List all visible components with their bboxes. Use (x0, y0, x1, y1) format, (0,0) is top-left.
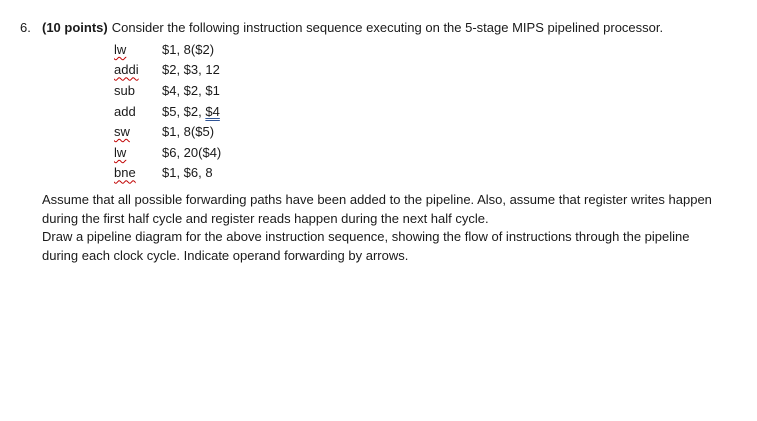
instruction-line (114, 163, 748, 184)
instruction-opcode: add (114, 103, 136, 119)
instruction-operands: $6, 20($4) (162, 144, 222, 160)
instruction-opcode: sw (114, 124, 130, 140)
instruction-opcode: sub (114, 82, 135, 98)
instruction-opcode: bne (114, 165, 136, 181)
instruction-opcode: lw (114, 144, 127, 160)
question-body (42, 191, 742, 265)
instruction-line (114, 80, 748, 101)
question-points: (10 points) (42, 20, 108, 35)
instruction-last-operand: $4 (205, 103, 220, 119)
question-header (20, 19, 748, 36)
question-number: 6. (20, 20, 31, 35)
body-line: during the first half cycle and register reads happen during the next half cycle. (42, 210, 489, 226)
instruction-sequence (114, 39, 748, 183)
instruction-operands: $5, $2, (162, 103, 206, 119)
instruction-opcode: addi (114, 62, 139, 78)
question-prompt: Consider the following instruction sequence executing on the 5-stage MIPS pipelined processor. (111, 20, 664, 35)
instruction-operands: $2, $3, 12 (162, 62, 220, 78)
instruction-operands: $1, 8($2) (162, 41, 215, 57)
body-line: Draw a pipeline diagram for the above instruction sequence, showing the flow of instructions through the pipeline (42, 229, 690, 245)
question-6 (20, 19, 748, 266)
instruction-operands: $1, 8($5) (162, 124, 215, 140)
instruction-operands: $1, $6, 8 (162, 165, 213, 181)
instruction-line (114, 60, 748, 81)
instruction-operands: $4, $2, $1 (162, 82, 220, 98)
instruction-line (114, 121, 748, 142)
body-line: during each clock cycle. Indicate operand forwarding by arrows. (42, 247, 409, 263)
instruction-line (114, 39, 748, 60)
instruction-line (114, 101, 748, 122)
instruction-opcode: lw (114, 41, 127, 57)
instruction-line (114, 142, 748, 163)
body-line: Assume that all possible forwarding paths have been added to the pipeline. Also, assume that register writes happen (42, 192, 712, 208)
